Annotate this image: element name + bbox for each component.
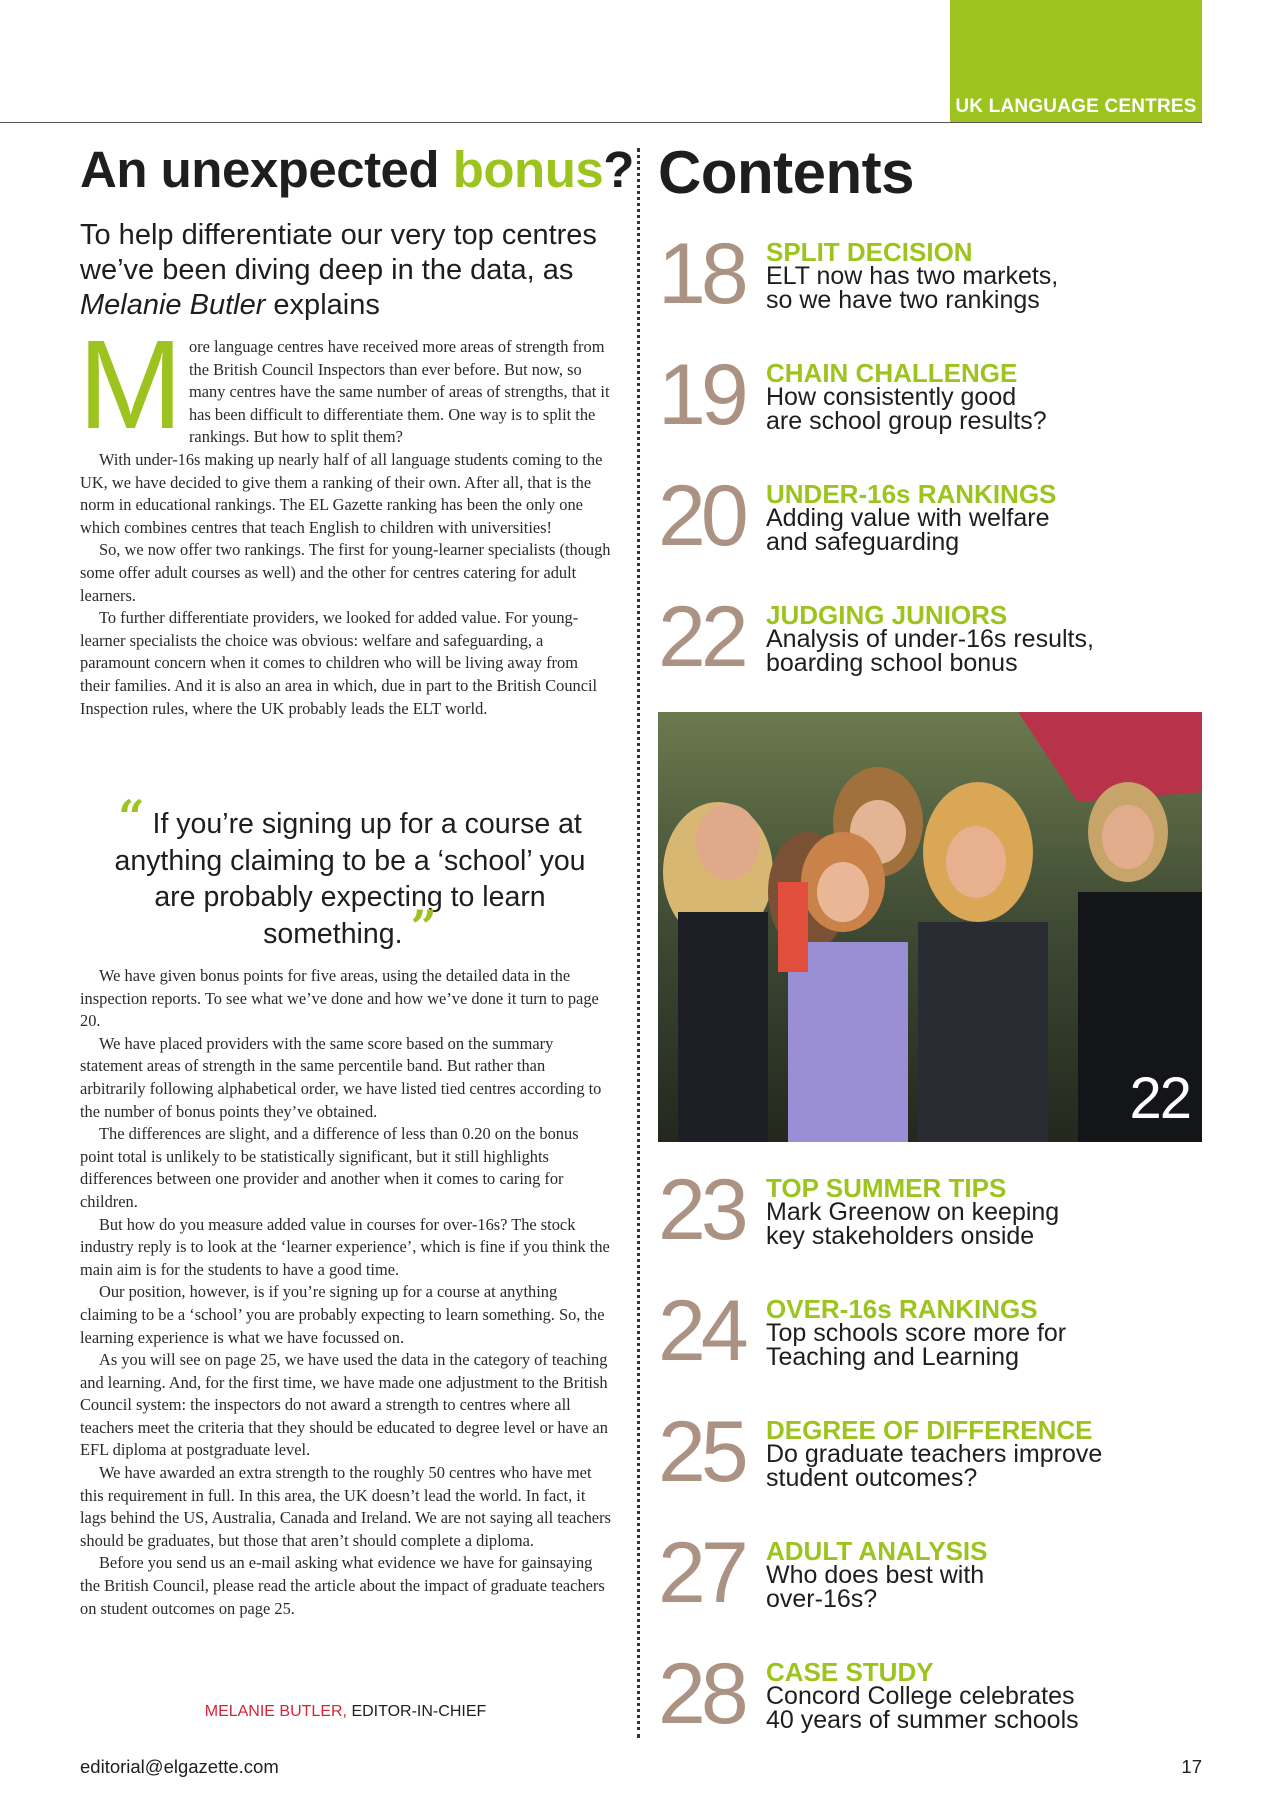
contents-entry[interactable] bbox=[658, 1283, 1208, 1395]
column-divider bbox=[637, 148, 640, 1738]
description-line: Mark Greenow on keeping bbox=[766, 1198, 1060, 1226]
contents-entry-title: ADULT ANALYSIS bbox=[766, 1536, 988, 1566]
description-line: Top schools score more for bbox=[766, 1319, 1067, 1347]
paragraph-text: ore language centres have received more areas of strength from the British Council Inspectors than ever before. But now, so many centres have the same number of areas of strengths, that it has been difficult to differentiate them. One way is to split the rankings. But how to split them? bbox=[188, 337, 610, 447]
standfirst-part1: To help differentiate our very top centres we’ve been diving deep in the data, as bbox=[80, 219, 597, 286]
contents-entry[interactable] bbox=[658, 1646, 1208, 1758]
contents-entry-title: CHAIN CHALLENGE bbox=[766, 358, 1018, 388]
contents-page-number: 24 bbox=[658, 1283, 744, 1379]
headline-accent: bonus bbox=[452, 141, 604, 198]
article-paragraph: We have given bonus points for five areas, using the detailed data in the inspection reports. To see what we’ve done and how we’ve done it turn to page 20. bbox=[80, 966, 599, 1031]
contents-entry-description bbox=[766, 1442, 1102, 1490]
article-paragraph: But how do you measure added value in courses for over-16s? The stock industry reply is to look at the ‘learner experience’, which is fine if you think the main aim is for the students to have a good time. bbox=[80, 1214, 610, 1279]
contents-entry-description bbox=[766, 1563, 984, 1611]
contents-entry-description bbox=[766, 264, 1058, 312]
contents-entry-description bbox=[766, 627, 1094, 675]
description-line: boarding school bonus bbox=[766, 649, 1018, 677]
header-rule bbox=[0, 122, 1202, 123]
contents-entry[interactable] bbox=[658, 347, 1208, 459]
section-label: UK LANGUAGE CENTRES bbox=[955, 96, 1197, 117]
article-paragraph: We have placed providers with the same score based on the summary statement areas of strength in the same percentile band. But rather than arbitrarily following alphabetical order, we have listed tied centres according to the number of bonus points they’ve obtained. bbox=[80, 1033, 602, 1121]
description-line: ELT now has two markets, bbox=[766, 262, 1059, 290]
description-line: Analysis of under-16s results, bbox=[766, 625, 1094, 653]
footer-page-number: 17 bbox=[1181, 1756, 1202, 1777]
description-line: student outcomes? bbox=[766, 1464, 978, 1492]
article-paragraph: The differences are slight, and a difference of less than 0.20 on the bonus point total is unlikely to be statistically significant, but it still highlights differences between one provider and another when it comes to caring for children. bbox=[80, 1124, 579, 1211]
article-paragraph: To further differentiate providers, we looked for added value. For young-learner specialists the choice was obvious: welfare and safeguarding, a paramount concern when it comes to children who will be living away from their families. And it is also an area in which, due in part to the British Council Inspection rules, where the UK probably leads the ELT world. bbox=[80, 608, 598, 718]
contents-title: Contents bbox=[658, 139, 914, 206]
article-paragraph: So, we now offer two rankings. The first for young-learner specialists (though some offer adult courses as well) and the other for centres catering for adult learners. bbox=[80, 540, 611, 605]
description-line: over-16s? bbox=[766, 1585, 878, 1613]
contents-page-number: 18 bbox=[658, 226, 744, 322]
contents-entry[interactable] bbox=[658, 1525, 1208, 1637]
contents-entry-title: OVER-16s RANKINGS bbox=[766, 1294, 1038, 1324]
contents-entry-title: DEGREE OF DIFFERENCE bbox=[766, 1415, 1093, 1445]
contents-entry-title: CASE STUDY bbox=[766, 1657, 934, 1687]
article-paragraph: As you will see on page 25, we have used the data in the category of teaching and learning. And, for the first time, we have made one adjustment to the British Council system: the inspectors do not award a strength to centres where all teachers meet the criteria that they should be educated to degree level or have an EFL diploma at postgraduate level. bbox=[80, 1350, 608, 1460]
drop-cap: M bbox=[78, 314, 183, 455]
contents-page-number: 22 bbox=[658, 589, 744, 685]
contents-page-number: 23 bbox=[658, 1162, 744, 1258]
contents-entry-title: JUDGING JUNIORS bbox=[766, 600, 1008, 630]
feature-photo bbox=[658, 712, 1202, 1142]
description-line: Teaching and Learning bbox=[766, 1343, 1019, 1371]
contents-page-number: 27 bbox=[658, 1525, 744, 1621]
article-standfirst bbox=[80, 218, 640, 323]
description-line: 40 years of summer schools bbox=[766, 1706, 1079, 1734]
contents-page-number: 20 bbox=[658, 468, 744, 564]
description-line: key stakeholders onside bbox=[766, 1222, 1035, 1250]
article-body-top bbox=[78, 314, 611, 720]
article-paragraph: Our position, however, is if you’re signing up for a course at anything claiming to be a ‘school’ you are probably expecting to learn something. So, the learning experience is what we have focussed on. bbox=[80, 1282, 605, 1347]
contents-entry-description bbox=[766, 1684, 1079, 1732]
description-line: Concord College celebrates bbox=[766, 1682, 1075, 1710]
contents-entry[interactable] bbox=[658, 1404, 1208, 1516]
contents-entry-title: UNDER-16s RANKINGS bbox=[766, 479, 1057, 509]
quote-open-icon: “ bbox=[118, 790, 145, 844]
description-line: Who does best with bbox=[766, 1561, 985, 1589]
contents-entry-title: TOP SUMMER TIPS bbox=[766, 1173, 1007, 1203]
contents-page-number: 25 bbox=[658, 1404, 744, 1500]
description-line: How consistently good bbox=[766, 383, 1017, 411]
contents-entry-description bbox=[766, 1321, 1066, 1369]
footer-email-link[interactable]: editorial@elgazette.com bbox=[80, 1756, 279, 1777]
article-paragraph: With under-16s making up nearly half of all language students coming to the UK, we have decided to give them a ranking of their own. After all, that is the norm in educational rankings. The EL Gazette ranking has been the only one which combines centres that teach English to children with universities! bbox=[80, 449, 603, 537]
article-paragraph: Before you send us an e-mail asking what evidence we have for gainsaying the British Council, please read the article about the impact of graduate teachers on student outcomes on page 25. bbox=[80, 1553, 605, 1618]
standfirst-part2: explains bbox=[265, 289, 380, 321]
description-line: Adding value with welfare bbox=[766, 504, 1050, 532]
article-paragraph: We have awarded an extra strength to the roughly 50 centres who have met this requirement in full. In this area, the UK doesn’t lead the world. In fact, it lags behind the US, Australia, Canada and Ireland. We are not saying all teachers should be graduates, but those that aren’t should complete a diploma. bbox=[80, 1463, 611, 1550]
signoff-role: EDITOR-IN-CHIEF bbox=[347, 1703, 487, 1720]
standfirst-author: Melanie Butler bbox=[80, 289, 266, 321]
article-body-bottom bbox=[80, 965, 611, 1620]
contents-entry-description bbox=[766, 385, 1047, 433]
contents-entry[interactable] bbox=[658, 226, 1208, 338]
crowd-photo-illustration bbox=[658, 712, 1202, 1142]
description-line: Do graduate teachers improve bbox=[766, 1440, 1103, 1468]
contents-page-number: 28 bbox=[658, 1646, 744, 1742]
pull-quote bbox=[110, 790, 590, 954]
contents-entry[interactable] bbox=[658, 468, 1208, 580]
quote-close-icon: ” bbox=[410, 899, 437, 954]
contents-page-number: 19 bbox=[658, 347, 744, 443]
contents-entry-title: SPLIT DECISION bbox=[766, 237, 973, 267]
headline-part1: An unexpected bbox=[80, 141, 453, 198]
article-signoff bbox=[80, 1703, 611, 1721]
contents-entry[interactable] bbox=[658, 1162, 1208, 1274]
signoff-name: MELANIE BUTLER, bbox=[204, 1703, 347, 1720]
contents-entry-description bbox=[766, 1200, 1059, 1248]
article-paragraph bbox=[78, 314, 611, 455]
description-line: and safeguarding bbox=[766, 528, 960, 556]
contents-entry-description bbox=[766, 506, 1050, 554]
photo-page-number: 22 bbox=[1129, 1066, 1190, 1131]
description-line: are school group results? bbox=[766, 407, 1047, 435]
contents-entry[interactable] bbox=[658, 589, 1208, 701]
pull-quote-text: If you’re signing up for a course at anything claiming to be a ‘school’ you are probably expecting to learn something. bbox=[114, 808, 586, 950]
headline-part2: ? bbox=[603, 141, 634, 198]
description-line: so we have two rankings bbox=[766, 286, 1040, 314]
article-headline bbox=[80, 140, 650, 199]
